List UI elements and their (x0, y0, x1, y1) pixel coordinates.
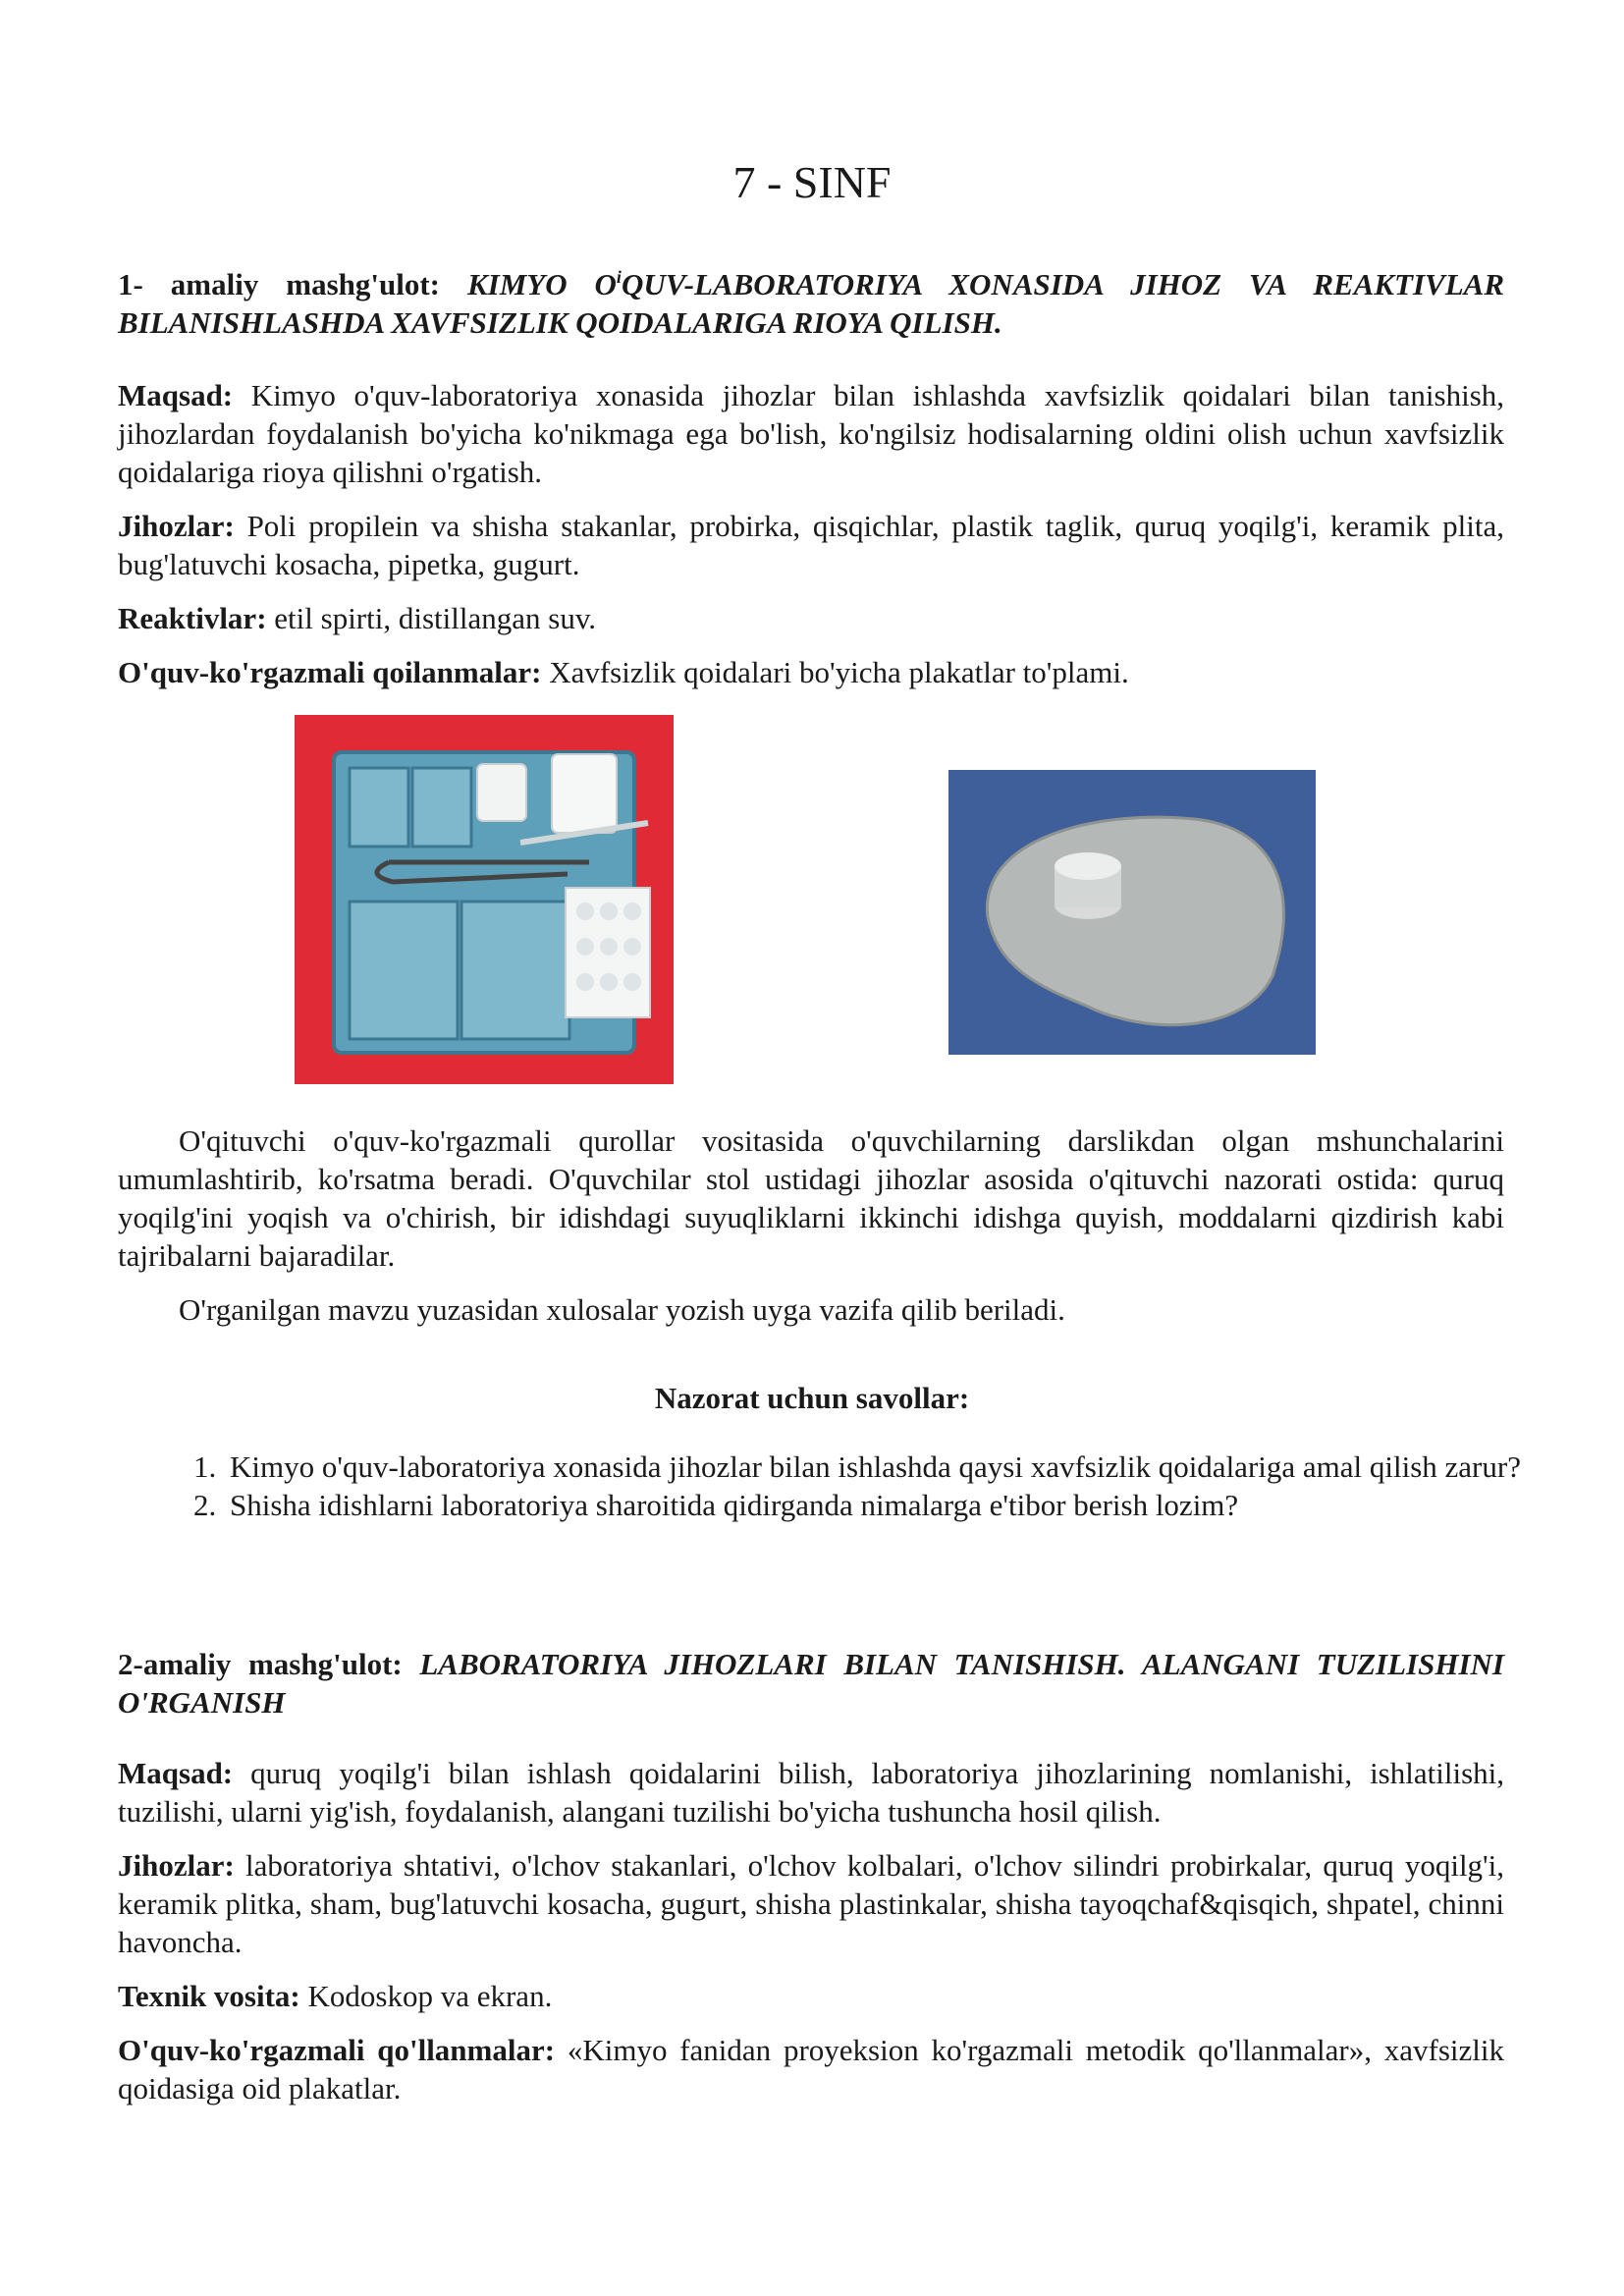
exercise-1-details (118, 376, 1504, 707)
page-title: 7 - SINF (732, 157, 892, 207)
exercise-2-heading (118, 1645, 1504, 1722)
exercise-2-title: LABORATORIYA JIHOZLARI BILAN TANISHISH. ALANGANI TUZILISHINI O'RGANISH (118, 1647, 1504, 1720)
exercise-1-body (118, 1121, 1504, 1344)
exercise-2-details (118, 1754, 1504, 2123)
exercise-2-equipment: Jihozlar: laboratoriya shtativi, o'lchov stakanlari, o'lchov kolbalari, o'lchov silindri probirkalar, quruq yoqilg'i, keramik plitka, sham, bug'latuvchi kosacha, gugurt, shisha plastinkalar, shisha tayoqchaf&qisqich, shpatel, chinni havoncha. (118, 1848, 1505, 1959)
exercise-1-goal: Maqsad: Kimyo o'quv-laboratoriya xonasida jihozlar bilan ishlashda xavfsizlik qoidalari bilan tanishish, jihozlardan foydalanish bo'yicha ko'nikmaga ega bo'lish, ko'ngilsiz hodisalarning oldini olish uchun xavfsizlik qoidalariga rioya qilishni o'rgatish. (118, 378, 1505, 489)
lab-tray-photo (295, 715, 674, 1084)
exercise-2-technical: Texnik vosita: Kodoskop va ekran. (118, 1979, 553, 2013)
exercise-1-reagents: Reaktivlar: etil spirti, distillangan suv. (118, 601, 597, 635)
exercise-1-equipment: Jihozlar: Poli propilein va shisha stakanlar, probirka, qisqichlar, plastik taglik, quruq yoqilg'i, keramik plita, bug'latuvchi kosacha, pipetka, gugurt. (118, 509, 1504, 581)
control-questions-list (118, 1448, 1579, 1524)
control-questions-heading: Nazorat uchun savollar: (654, 1381, 970, 1415)
exercise-1-aids: O'quv-ko'rgazmali qoilanmalar: Xavfsizlik qoidalari bo'yicha plakatlar to'plami. (118, 655, 1129, 689)
ceramic-plate-photo (948, 770, 1316, 1055)
exercise-1-paragraph-2: O'rganilgan mavzu yuzasidan xulosalar yozish uyga vazifa qilib beriladi. (179, 1292, 1065, 1327)
equipment-figure (257, 703, 1333, 1096)
exercise-1-heading (118, 265, 1504, 342)
exercise-2-label: 2-amaliy mashg'ulot: (118, 1647, 403, 1681)
exercise-2-aids: O'quv-ko'rgazmali qo'llanmalar: «Kimyo fanidan proyeksion ko'rgazmali metodik qo'llanmalar», xavfsizlik qoidasiga oid plakatlar. (118, 2033, 1504, 2105)
exercise-1-label: 1- amaliy mashg'ulot: (118, 267, 440, 301)
question-item: 2. Shisha idishlarni laboratoriya sharoitida qidirganda nimalarga e'tibor berish lozim? (224, 1486, 1579, 1524)
exercise-2-goal: Maqsad: quruq yoqilg'i bilan ishlash qoidalarini bilish, laboratoriya jihozlarining nomlanishi, ishlatilishi, tuzilishi, ularni yig'ish, foydalanish, alangani tuzilishi bo'yicha tushuncha hosil qilish. (118, 1756, 1504, 1829)
question-item: 1. Kimyo o'quv-laboratoriya xonasida jihozlar bilan ishlashda qaysi xavfsizlik qoidalariga amal qilish zarur? (224, 1448, 1579, 1486)
exercise-1-title: KIMYO $O^iQUV$-LABORATORIYA XONASIDA JIHOZ VA REAKTIVLAR BILANISHLASHDA XAVFSIZLIK QOIDALARIGA RIOYA QILISH. (118, 267, 1505, 340)
exercise-1-paragraph-1: O'qituvchi o'quv-ko'rgazmali qurollar vositasida o'quvchilarning darslikdan olgan mshunchalarini umumlashtirib, ko'rsatma beradi. O'quvchilar stol ustidagi jihozlar asosida o'qituvchi nazorati ostida: quruq yoqilg'ini yoqish va o'chirish, bir idishdagi suyuqliklarni ikkinchi idishga quyish, moddalarni qizdirish kabi tajribalarni bajaradilar. (118, 1123, 1504, 1273)
